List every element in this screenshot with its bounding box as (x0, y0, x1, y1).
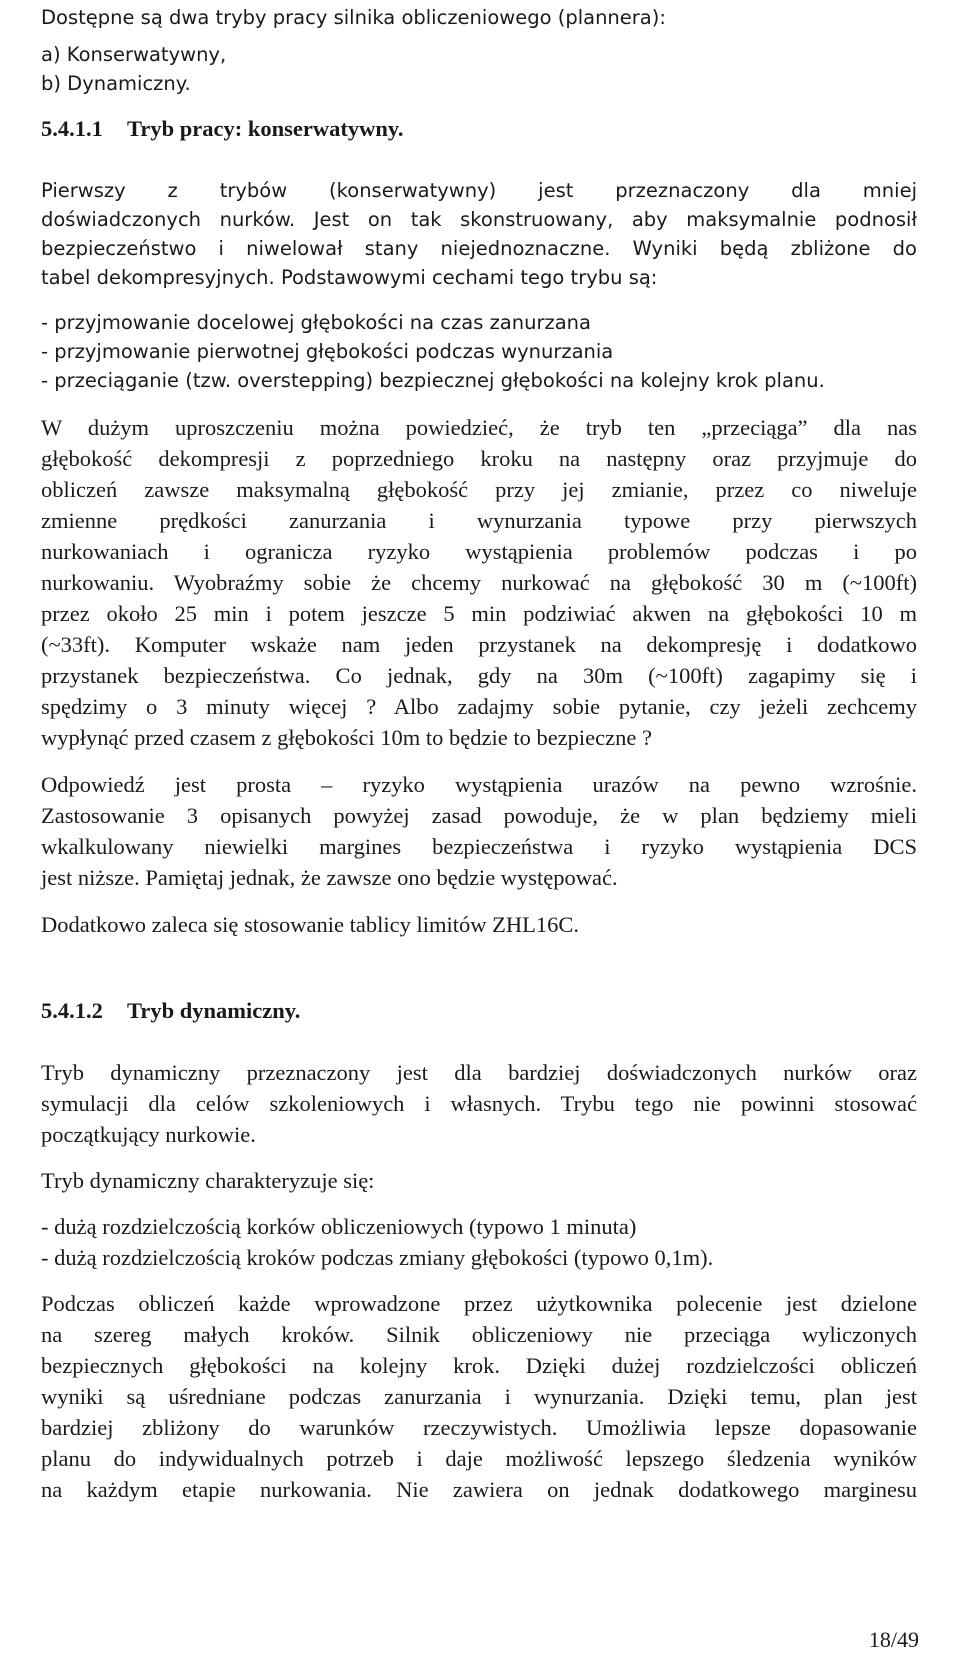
paragraph-line: wkalkulowany niewielki margines bezpieczeństwa i ryzyko wystąpienia DCS (41, 834, 917, 859)
paragraph-line: (~33ft). Komputer wskaże nam jeden przystanek na dekompresję i dodatkowo (41, 632, 917, 657)
paragraph-line: początkujący nurkowie. (41, 1122, 256, 1147)
paragraph-line: na każdym etapie nurkowania. Nie zawiera on jednak dodatkowego marginesu (41, 1477, 917, 1502)
paragraph-line: Tryb dynamiczny przeznaczony jest dla bardziej doświadczonych nurków oraz (41, 1060, 917, 1085)
section-title: Tryb dynamiczny. (127, 998, 301, 1023)
paragraph-line: wypłynąć przed czasem z głębokości 10m to będzie to bezpieczne ? (41, 725, 652, 750)
paragraph-line: jest niższe. Pamiętaj jednak, że zawsze ono będzie występować. (41, 865, 618, 890)
paragraph-line: głębokość dekompresji z poprzedniego kroku na następny oraz przyjmuje do (41, 446, 917, 471)
paragraph-line: doświadczonych nurków. Jest on tak skonstruowany, aby maksymalnie podnosił (41, 208, 917, 231)
intro-line: Dostępne są dwa tryby pracy silnika obliczeniowego (plannera): (41, 6, 666, 29)
paragraph-line: Odpowiedź jest prosta – ryzyko wystąpienia urazów na pewno wzrośnie. (41, 772, 917, 797)
section-number: 5.4.1.1 (41, 116, 103, 141)
section-title: Tryb pracy: konserwatywny. (127, 116, 404, 141)
feature-item: - przeciąganie (tzw. overstepping) bezpiecznej głębokości na kolejny krok planu. (41, 369, 825, 392)
paragraph-line: Dodatkowo zaleca się stosowanie tablicy limitów ZHL16C. (41, 912, 580, 937)
feature-item: - dużą rozdzielczością korków obliczeniowych (typowo 1 minuta) (41, 1214, 637, 1239)
paragraph-line: przez około 25 min i potem jeszcze 5 min podziwiać akwen na głębokości 10 m (41, 601, 917, 626)
page-number: 18/49 (868, 1627, 919, 1652)
section-heading-dynamic (41, 996, 300, 1026)
paragraph-line: tabel dekompresyjnych. Podstawowymi cechami tego trybu są: (41, 266, 658, 289)
section-heading-conservative (41, 114, 403, 144)
paragraph-line: symulacji dla celów szkoleniowych i własnych. Trybu tego nie powinni stosować (41, 1091, 917, 1116)
paragraph-line: W dużym uproszczeniu można powiedzieć, że tryb ten „przeciąga” dla nas (41, 415, 917, 440)
paragraph-line: planu do indywidualnych potrzeb i daje możliwość lepszego śledzenia wyników (41, 1446, 917, 1471)
intro-option-b: b) Dynamiczny. (41, 72, 191, 95)
intro-option-a: a) Konserwatywny, (41, 43, 227, 66)
paragraph-line: przystanek bezpieczeństwa. Co jednak, gdy na 30m (~100ft) zagapimy się i (41, 663, 917, 688)
paragraph-line: obliczeń zawsze maksymalną głębokość przy jej zmianie, przez co niweluje (41, 477, 917, 502)
paragraph-line: bezpiecznych głębokości na kolejny krok. Dzięki dużej rozdzielczości obliczeń (41, 1353, 917, 1378)
paragraph-line: Pierwszy z trybów (konserwatywny) jest przeznaczony dla mniej (41, 179, 917, 202)
paragraph-line: nurkowaniu. Wyobraźmy sobie że chcemy nurkować na głębokość 30 m (~100ft) (41, 570, 917, 595)
paragraph-line: zmienne prędkości zanurzania i wynurzania typowe przy pierwszych (41, 508, 917, 533)
paragraph-line: na szereg małych kroków. Silnik obliczeniowy nie przeciąga wyliczonych (41, 1322, 917, 1347)
feature-item: - przyjmowanie docelowej głębokości na czas zanurzana (41, 311, 591, 334)
paragraph-line: nurkowaniach i ogranicza ryzyko wystąpienia problemów podczas i po (41, 539, 917, 564)
paragraph-line: Zastosowanie 3 opisanych powyżej zasad powoduje, że w plan będziemy mieli (41, 803, 917, 828)
section-number: 5.4.1.2 (41, 998, 103, 1023)
paragraph-line: bezpieczeństwo i niwelował stany niejednoznaczne. Wyniki będą zbliżone do (41, 237, 917, 260)
paragraph-line: bardziej zbliżony do warunków rzeczywistych. Umożliwia lepsze dopasowanie (41, 1415, 917, 1440)
paragraph-line: wyniki są uśredniane podczas zanurzania i wynurzania. Dzięki temu, plan jest (41, 1384, 917, 1409)
paragraph-line: Podczas obliczeń każde wprowadzone przez użytkownika polecenie jest dzielone (41, 1291, 917, 1316)
paragraph-line: Tryb dynamiczny charakteryzuje się: (41, 1168, 375, 1193)
feature-item: - dużą rozdzielczością kroków podczas zmiany głębokości (typowo 0,1m). (41, 1245, 714, 1270)
paragraph-line: spędzimy o 3 minuty więcej ? Albo zadajmy sobie pytanie, czy jeżeli zechcemy (41, 694, 917, 719)
feature-item: - przyjmowanie pierwotnej głębokości podczas wynurzania (41, 340, 614, 363)
